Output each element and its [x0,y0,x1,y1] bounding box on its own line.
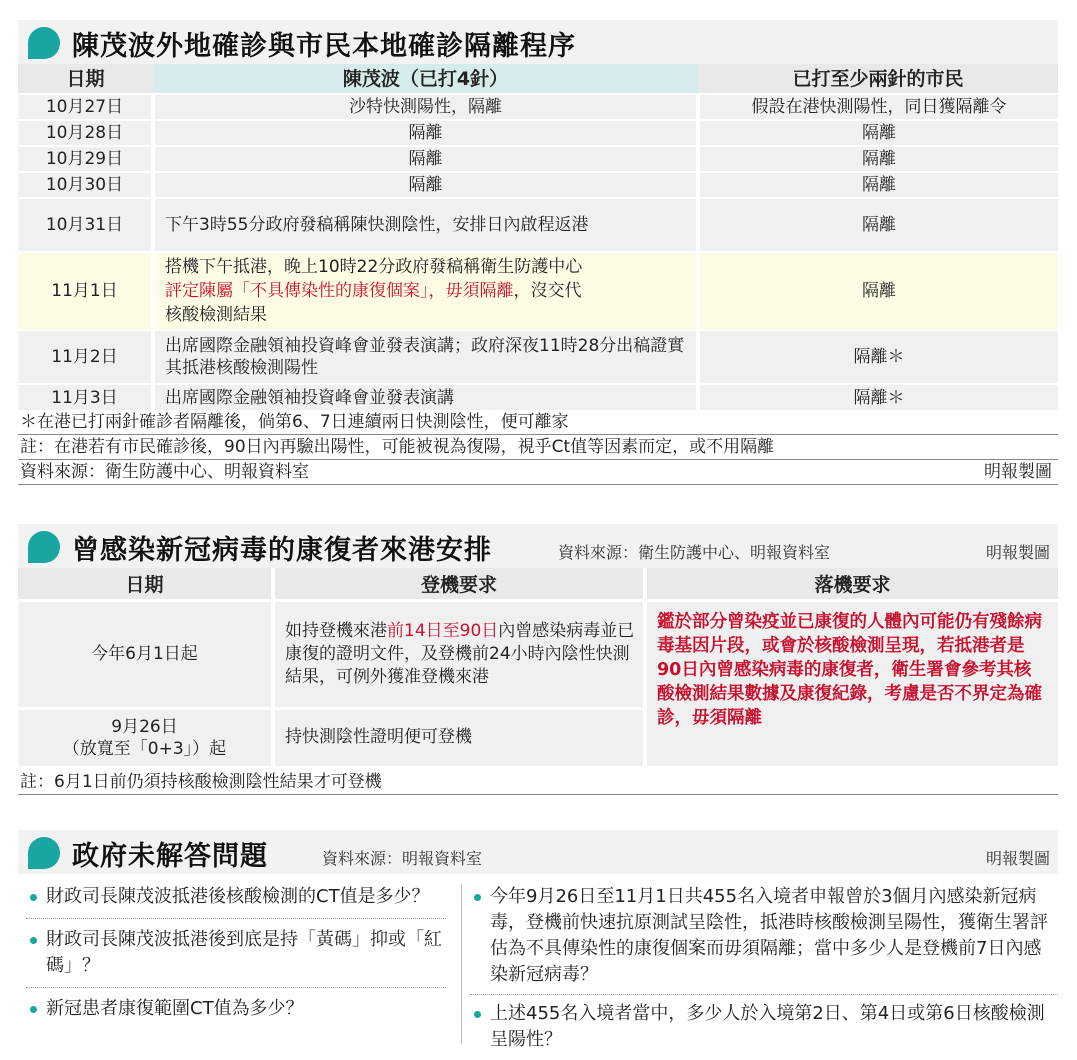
board-text-red: 前14日至90日 [387,620,499,641]
row-board [273,600,645,708]
row-board: 持快測陰性證明便可登機 [273,708,645,766]
row-chan: 隔離 [153,120,698,146]
section-title: 陳茂波外地確診與市民本地確診隔離程序 [72,31,576,62]
row-date: 10月30日 [18,172,153,198]
section-unanswered-questions [18,830,1058,1050]
row-chan-part-d: 核酸檢測結果 [165,305,267,325]
row-chan-highlight-red: 評定陳屬「不具傳染性的康復個案」，毋須隔離 [165,281,514,301]
row-date: 10月27日 [18,94,153,120]
row-date: 11月3日 [18,384,153,410]
row-citizen: 隔離 [698,146,1058,172]
source-text: 資料來源：明報資料室 [322,849,483,868]
row-citizen: 隔離 [698,252,1058,330]
row-chan [153,252,698,330]
row-citizen: 隔離＊ [698,330,1058,384]
row-chan-part-c: ，沒交代 [513,281,582,301]
row-citizen: 隔離＊ [698,384,1058,410]
credit-text: 明報製圖 [984,462,1052,482]
teal-bullet-icon [28,837,60,869]
section-header [18,524,1058,568]
row-chan: 下午3時55分政府發稿稱陳快測陰性，安排日內啟程返港 [153,198,698,252]
section-header [18,20,1058,64]
header-chan: 陳茂波（已打4針） [153,64,698,94]
header-citizen: 已打至少兩針的市民 [698,64,1058,94]
landing-requirement: 鑑於部分曾染疫並已康復的人體內可能仍有殘餘病毒基因片段，或會於核酸檢測呈現，若抵港者是90日內曾感染病毒的康復者，衛生署會參考其核酸檢測結果數據及康復紀錄，考慮是否不界定為確診，毋須隔離 [645,600,1058,766]
divider [26,918,446,919]
source-text: 資料來源：衛生防護中心、明報資料室 [558,543,831,562]
row-chan: 出席國際金融領袖投資峰會並發表演講；政府深夜11時28分出稿證實其抵港核酸檢測陽性 [153,330,698,384]
question-item: 上述455名入境者當中，多少人於入境第2日、第4日或第6日核酸檢測呈陽性？ [470,1001,1058,1053]
teal-bullet-icon [28,531,60,563]
credit-text: 明報製圖 [985,849,1050,868]
arrangement-table [18,568,1058,766]
question-item: 新冠患者康復範圍CT值為多少？ [26,996,446,1022]
row-chan-part-a: 搭機下午抵港，晚上10時22分政府發稿稱衛生防護中心 [165,257,583,277]
isolation-table [18,64,1058,410]
question-item: 財政司長陳茂波抵港後核酸檢測的CT值是多少？ [26,884,446,910]
date-line-b: （放寬至「0+3」）起 [62,738,227,759]
table-row [18,330,1058,384]
section-title: 曾感染新冠病毒的康復者來港安排 [72,535,492,566]
row-citizen: 隔離 [698,120,1058,146]
table-row [18,384,1058,410]
question-item: 今年9月26日至11月1日共455名入境者申報曾於3個月內感染新冠病毒，登機前快速抗原測試呈陰性，抵港時核酸檢測呈陽性，獲衛生署評估為不具傳染性的康復個案而毋須隔離；當中多少人是登機前7日內感染新冠病毒？ [470,884,1058,988]
divider [26,987,446,988]
questions-right [470,884,1058,1053]
row-date: 10月29日 [18,146,153,172]
section-header [18,830,1058,874]
table-row [18,198,1058,252]
row-chan: 隔離 [153,172,698,198]
questions-left [26,884,446,1022]
credit-text: 明報製圖 [985,543,1050,562]
date-line-a: 9月26日 [111,716,178,737]
board-text-c: 內曾感染病毒並已康復的證明文件，及登機前24小時內陰性快測結果，可例外獲准登機來港 [285,620,635,687]
row-date [18,708,273,766]
row-citizen: 隔離 [698,172,1058,198]
table-row [18,94,1058,120]
row-chan: 隔離 [153,146,698,172]
table-row [18,146,1058,172]
row-chan: 沙特快測陽性，隔離 [153,94,698,120]
footnote: ＊在港已打兩針確診者隔離後，倘第6、7日連續兩日快測陰性，便可離家 [18,410,1058,435]
section-recovered-arrangement [18,524,1058,795]
row-date: 11月1日 [18,252,153,330]
question-item: 財政司長陳茂波抵港後到底是持「黃碼」抑或「紅碼」？ [26,927,446,979]
table-row [18,120,1058,146]
row-citizen: 隔離 [698,198,1058,252]
table-row [18,600,1058,708]
source-text: 資料來源：衛生防護中心、明報資料室 [20,462,309,482]
header-date: 日期 [18,568,273,600]
row-chan: 出席國際金融領袖投資峰會並發表演講 [153,384,698,410]
row-date: 10月31日 [18,198,153,252]
row-date: 10月28日 [18,120,153,146]
table-row-highlight [18,252,1058,330]
note: 註：在港若有市民確診後，90日內再驗出陽性，可能被視為復陽，視乎Ct值等因素而定，或不用隔離 [18,435,1058,460]
source-line [18,460,1058,485]
row-date: 今年6月1日起 [18,600,273,708]
header-board: 登機要求 [273,568,645,600]
teal-bullet-icon [28,27,60,59]
column-divider [461,884,462,1044]
board-text-a: 如持登機來港 [285,620,387,641]
table-row [18,172,1058,198]
note: 註：6月1日前仍須持核酸檢測陰性結果才可登機 [18,770,1058,795]
row-citizen: 假設在港快測陽性，同日獲隔離令 [698,94,1058,120]
header-date: 日期 [18,64,153,94]
header-land: 落機要求 [645,568,1058,600]
section-title: 政府未解答問題 [72,841,268,872]
row-date: 11月2日 [18,330,153,384]
divider [470,994,1058,995]
section-isolation-procedure [18,20,1058,485]
